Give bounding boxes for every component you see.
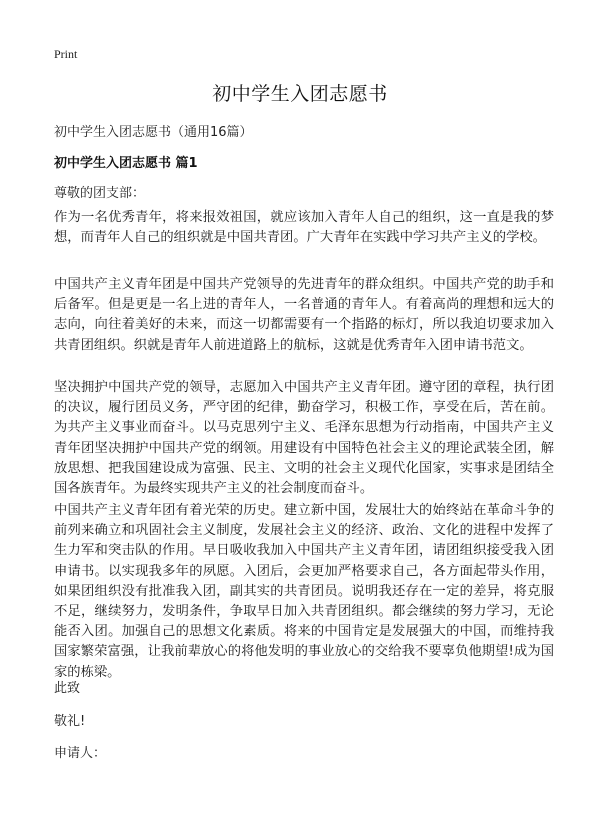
- body-paragraph: 中国共产主义青年团有着光荣的历史。建立新中国，发展壮大的始终站在革命斗争的前列来确立和巩固社会主义制度，发展社会主义的经济、政治、文化的进程中发挥了生力军和突击队的作用。早日吸收我加入中国共产主义青年团，请团组织接受我入团申请书。以实现我多年的夙愿。入团后，会更加严格要求自己，各方面起带头作用，如果团组织没有批准我入团，副其实的共青团员。说明我还存在一定的差异，将克服不足，继续努力，发明条件，争取早日加入共青团组织。都会继续的努力学习，无论能否入团。加强自己的思想文化素质。将来的中国肯定是发展强大的中国，而维持我国家繁荣富强，让我前辈放心的将他发明的事业放心的交给我不要辜负他期望!成为国家的栋梁。: [54, 503, 554, 680]
- section-heading: 初中学生入团志愿书 篇1: [54, 156, 198, 171]
- closing-line: 此致: [54, 681, 81, 696]
- closing-salute: 敬礼!: [54, 714, 86, 729]
- document-subtitle: 初中学生入团志愿书（通用16篇）: [54, 125, 253, 140]
- signature-label: 申请人：: [54, 746, 107, 761]
- page-title: 初中学生入团志愿书: [212, 83, 388, 105]
- salutation: 尊敬的团支部：: [54, 186, 146, 201]
- print-label[interactable]: Print: [54, 47, 78, 61]
- body-paragraph: 作为一名优秀青年，将来报效祖国，就应该加入青年人自己的组织，这一直是我的梦想，而青年人自己的组织就是中国共青团。广大青年在实践中学习共产主义的学校。: [54, 210, 554, 246]
- body-paragraph: 中国共产主义青年团是中国共产党领导的先进青年的群众组织。中国共产党的助手和后备军。但是更是一名上进的青年人，一名普通的青年人。有着高尚的理想和远大的志向，向往着美好的未来，而这一切都需要有一个指路的标灯，所以我迫切要求加入共青团组织。织就是青年人前进道路上的航标，这就是优秀青年入团申请书范文。: [54, 277, 554, 353]
- body-paragraph: 坚决拥护中国共产党的领导，志愿加入中国共产主义青年团。遵守团的章程，执行团的决议，履行团员义务，严守团的纪律，勤奋学习，积极工作，享受在后，苦在前。为共产主义事业而奋斗。以马克思列宁主义、毛泽东思想为行动指南，中国共产主义青年团坚决拥护中国共产党的纲领。用建设有中国特色社会主义的理论武装全团，解放思想、把我国建设成为富强、民主、文明的社会主义现代化国家，实事求是团结全国各族青年。为最终实现共产主义的社会制度而奋斗。: [54, 380, 554, 497]
